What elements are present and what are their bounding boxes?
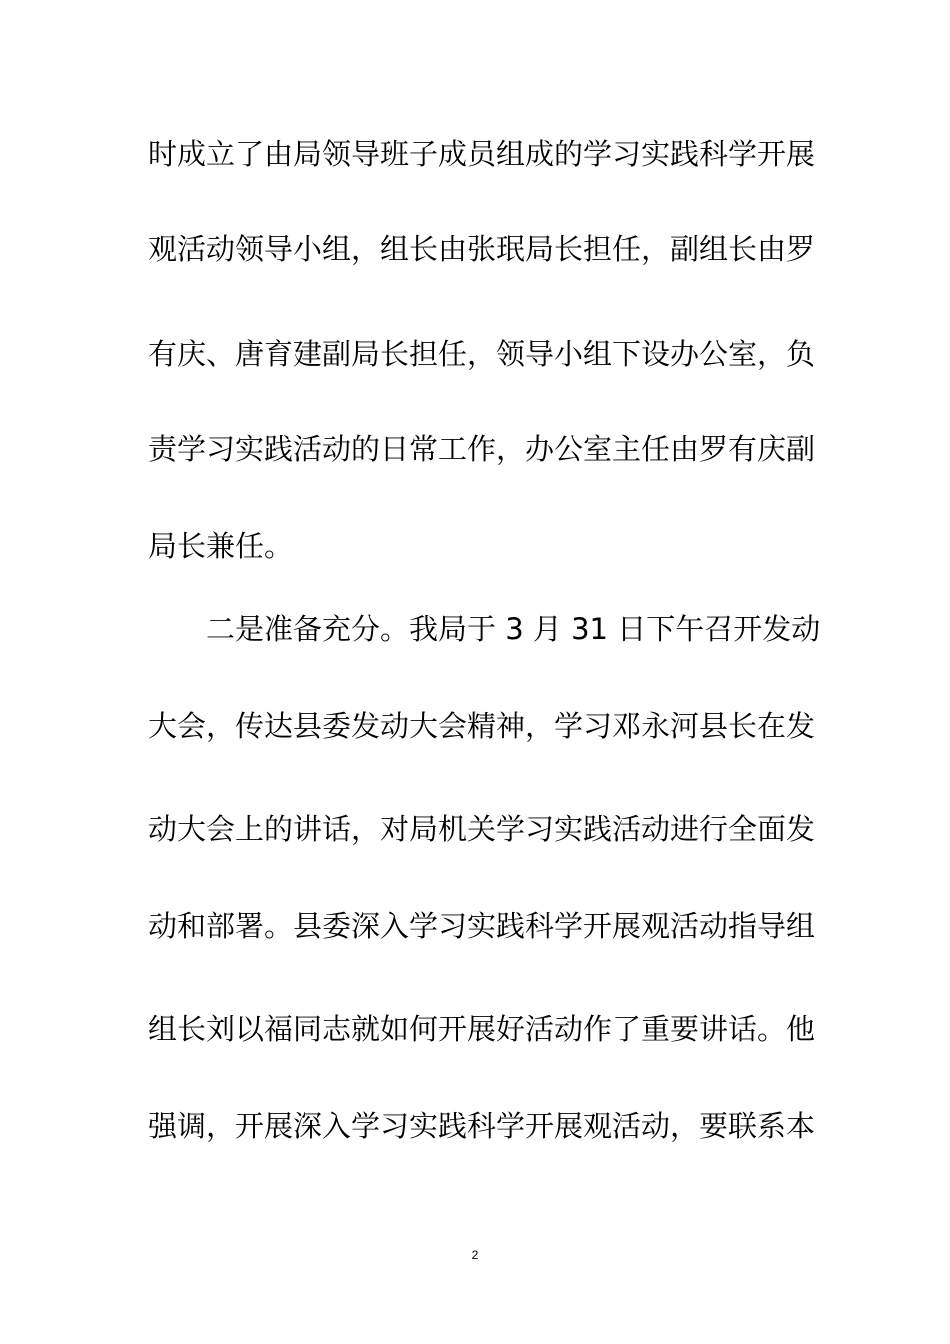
- text-line-4: 责学习实践活动的日常工作，办公室主任由罗有庆副: [148, 432, 816, 466]
- text-line-3: 有庆、唐育建副局长担任，领导小组下设办公室，负: [148, 337, 816, 371]
- text-line-1: 时成立了由局领导班子成员组成的学习实践科学开展: [148, 137, 816, 171]
- text-line-10: 组长刘以福同志就如何开展好活动作了重要讲话。他: [148, 1012, 816, 1046]
- text-line-2: 观活动领导小组，组长由张珉局长担任，副组长由罗: [148, 232, 816, 266]
- text-line-7: 大会，传达县委发动大会精神，学习邓永河县长在发: [148, 709, 816, 743]
- text-line-8: 动大会上的讲话，对局机关学习实践活动进行全面发: [148, 812, 816, 846]
- text-line-9: 动和部署。县委深入学习实践科学开展观活动指导组: [148, 909, 816, 943]
- text-line-5: 局长兼任。: [148, 529, 294, 563]
- text-line-11: 强调，开展深入学习实践科学开展观活动，要联系本: [148, 1109, 816, 1143]
- page-number: 2: [471, 1248, 479, 1262]
- text-line-6: 二是准备充分。我局于 3 月 31 日下午召开发动: [206, 612, 821, 646]
